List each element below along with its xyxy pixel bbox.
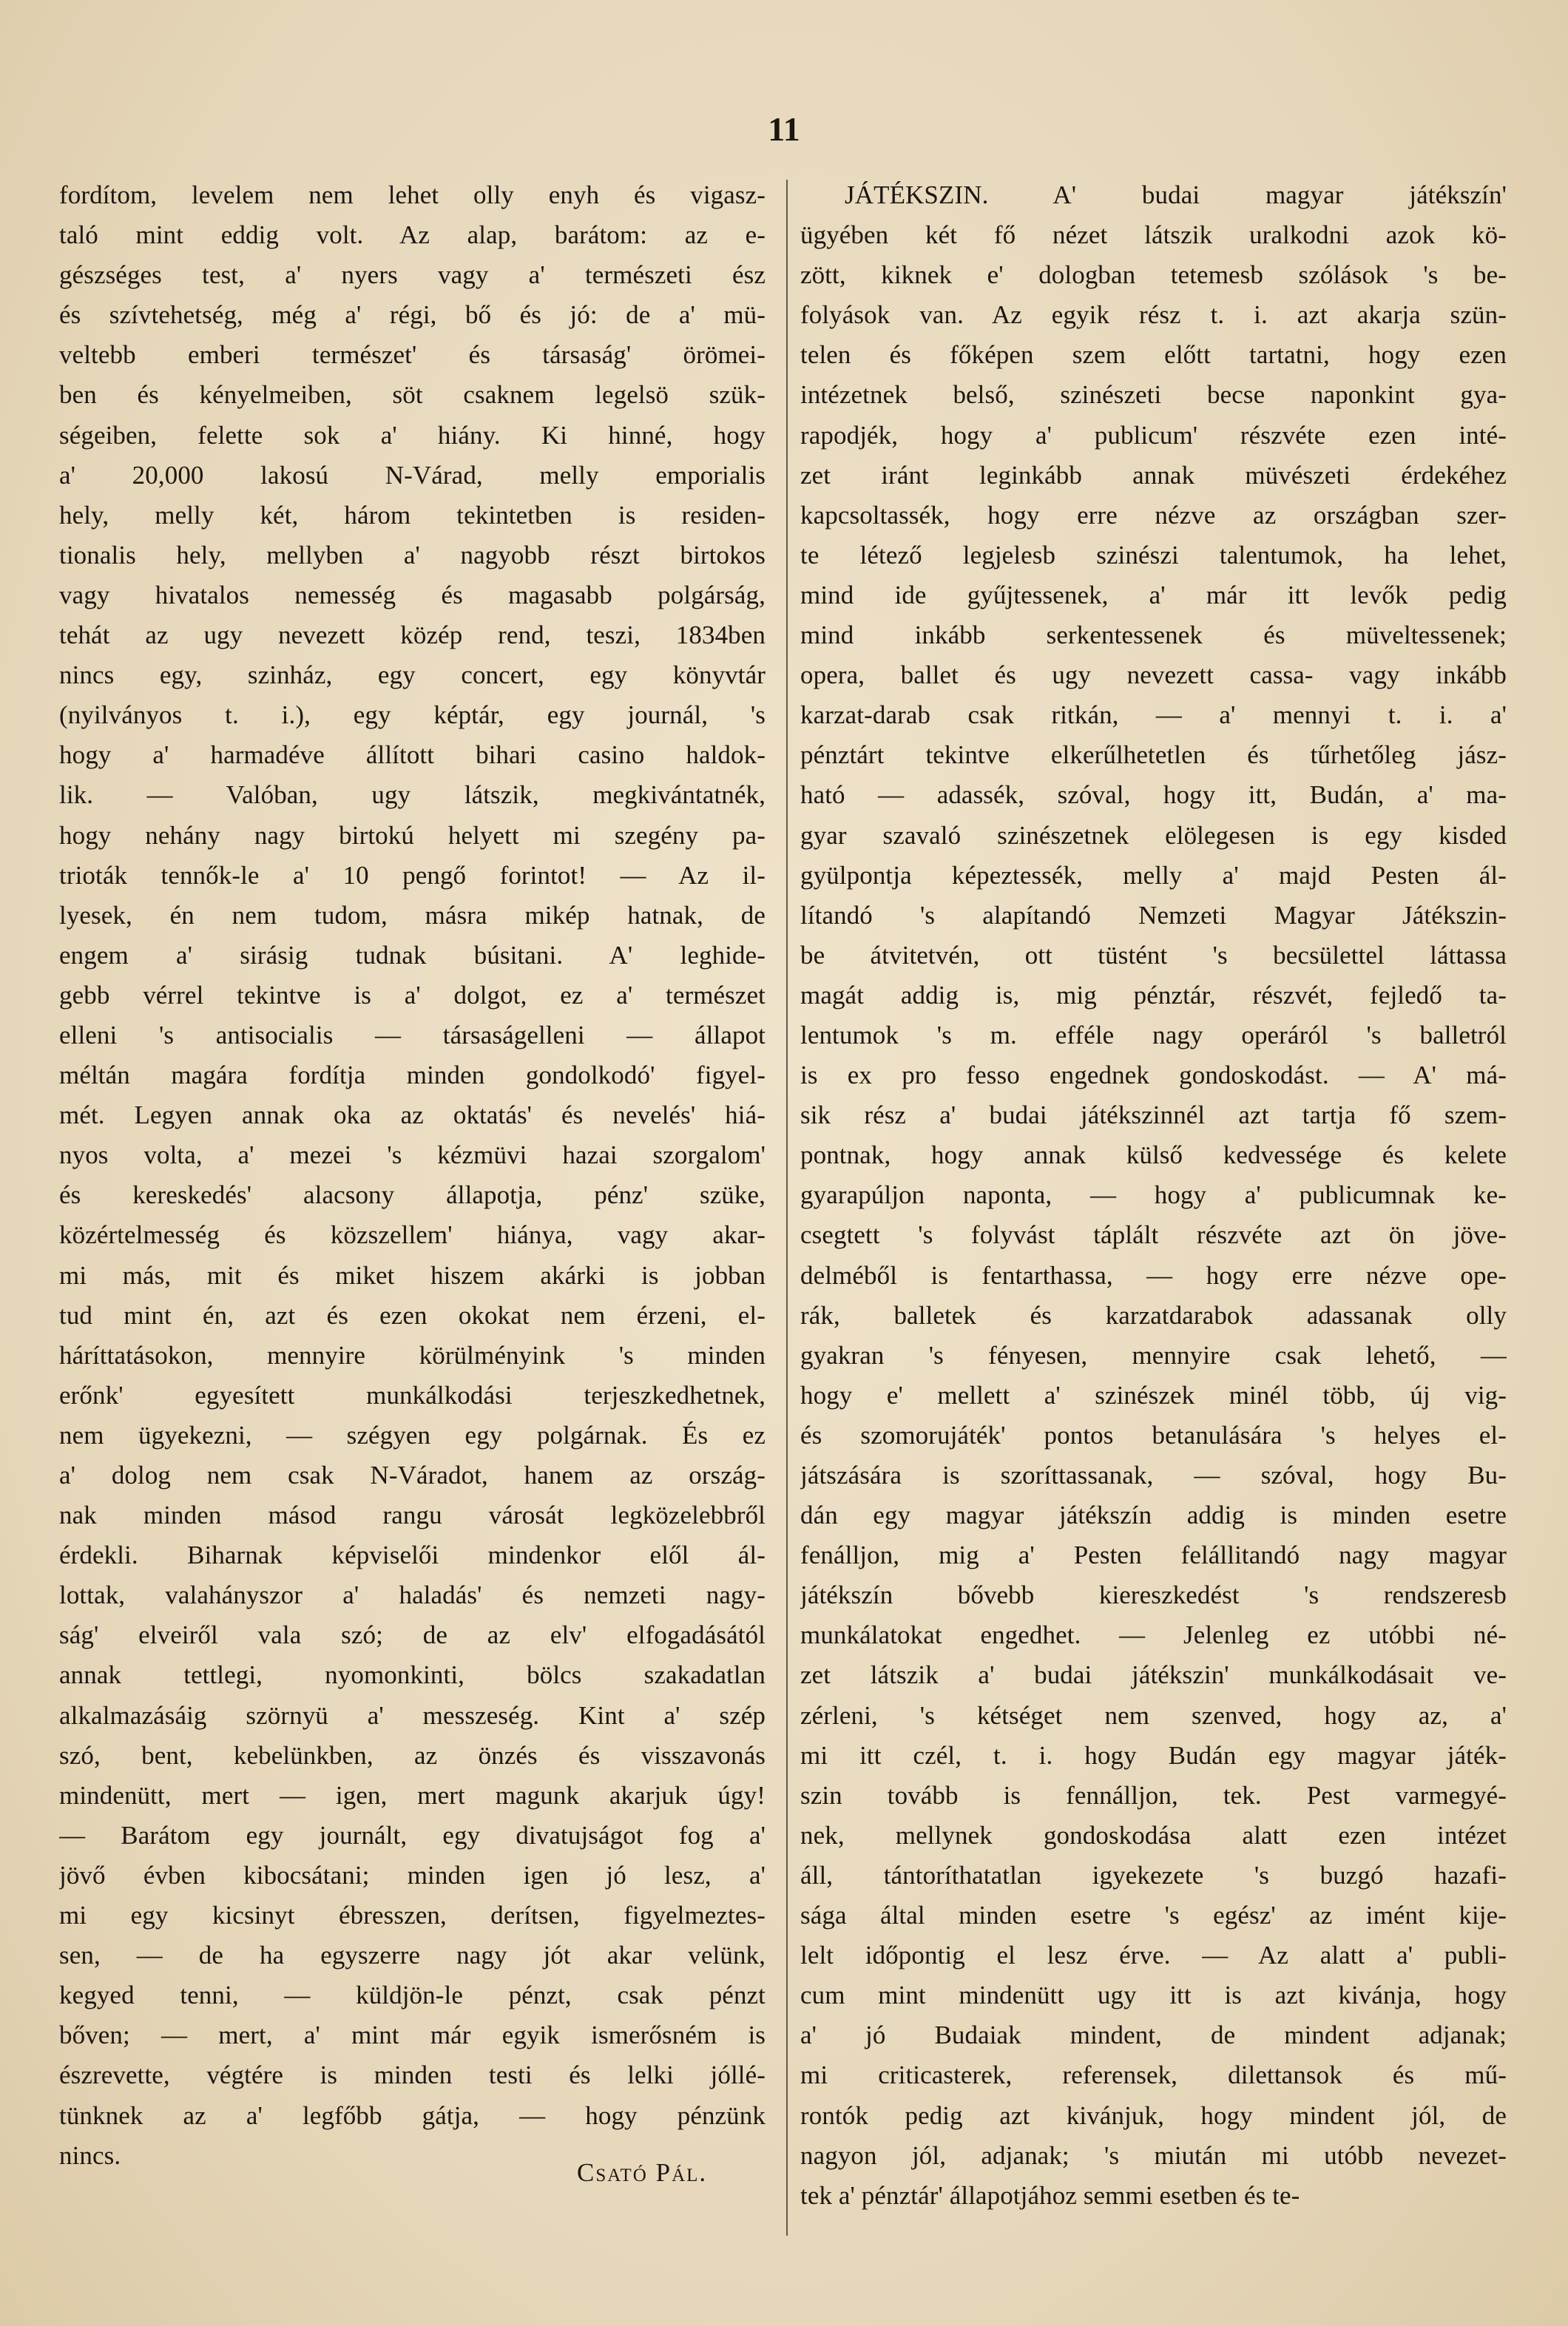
text-line: gészséges test, a' nyers vagy a' természeti ész bbox=[59, 260, 766, 290]
text-line: mind ide gyűjtessenek, a' már itt levők pedig bbox=[800, 580, 1507, 609]
text-line: telen és főképen szem előtt tartatni, hogy ezen bbox=[800, 340, 1507, 370]
text-line: méltán magára fordítja minden gondolkodó' figyel- bbox=[59, 1061, 766, 1090]
text-line: sága által minden esetre 's egész' az imént kije- bbox=[800, 1901, 1507, 1930]
text-line: lelt időpontig el lesz érve. — Az alatt a' publi- bbox=[800, 1941, 1507, 1970]
text-line: és kereskedés' alacsony állapotja, pénz' szüke, bbox=[59, 1180, 766, 1210]
text-line: tionalis hely, mellyben a' nagyobb részt birtokos bbox=[59, 540, 766, 569]
text-line: kegyed tenni, — küldjön-le pénzt, csak pénzt bbox=[59, 1981, 766, 2010]
text-line: elleni 's antisocialis — társaságelleni — állapot bbox=[59, 1020, 766, 1049]
text-line: folyások van. Az egyik rész t. i. azt akarja szün- bbox=[800, 300, 1507, 330]
text-line: fenálljon, mig a' Pesten felállitandó nagy magyar bbox=[800, 1541, 1507, 1570]
text-line: cum mint mindenütt ugy itt is azt kivánja, hogy bbox=[800, 1981, 1507, 2010]
text-line: delméből is fentarthassa, — hogy erre nézve ope- bbox=[800, 1260, 1507, 1290]
text-line: zet látszik a' budai játékszin' munkálkodásait ve- bbox=[800, 1660, 1507, 1690]
text-line: észrevette, végtére is minden testi és lelki jóllé- bbox=[59, 2060, 766, 2090]
text-line: nagyon jól, adjanak; 's miután mi utóbb nevezet- bbox=[800, 2140, 1507, 2170]
text-line: rontók pedig azt kivánjuk, hogy mindent jól, de bbox=[800, 2100, 1507, 2130]
text-line: nincs egy, szinház, egy concert, egy könyvtár bbox=[59, 660, 766, 690]
text-line: JÁTÉKSZIN. A' budai magyar játékszín' bbox=[845, 180, 1507, 209]
text-line: lítandó 's alapítandó Nemzeti Magyar Játékszin- bbox=[800, 900, 1507, 930]
text-line: szin tovább is fennálljon, tek. Pest varmegyé- bbox=[800, 1780, 1507, 1810]
text-line: sen, — de ha egyszerre nagy jót akar velünk, bbox=[59, 1941, 766, 1970]
text-line: tünknek az a' legfőbb gátja, — hogy pénzünk bbox=[59, 2100, 766, 2130]
left-column bbox=[59, 175, 766, 2176]
text-line: hogy e' mellett a' szinészek minél több, új vig- bbox=[800, 1380, 1507, 1410]
author-signature: Csató Pál. bbox=[577, 2158, 708, 2187]
text-line: nek, mellynek gondoskodása alatt ezen intézet bbox=[800, 1820, 1507, 1850]
text-line: pontnak, hogy annak külső kedvessége és kelete bbox=[800, 1140, 1507, 1170]
text-line: sik rész a' budai játékszinnél azt tartja fő szem- bbox=[800, 1101, 1507, 1130]
text-line: gebb vérrel tekintve is a' dolgot, ez a' természet bbox=[59, 980, 766, 1010]
text-line: közértelmesség és közszellem' hiánya, vagy akar- bbox=[59, 1220, 766, 1250]
text-line: nem ügyekezni, — szégyen egy polgárnak. És ez bbox=[59, 1420, 766, 1450]
text-line: nak minden másod rangu városát legközelebbről bbox=[59, 1501, 766, 1530]
text-line: lentumok 's m. efféle nagy operáról 's balletról bbox=[800, 1020, 1507, 1049]
text-line: játszására is szoríttassanak, — szóval, hogy Bu- bbox=[800, 1461, 1507, 1490]
text-line: játékszín bővebb kiereszkedést 's rendszeresb bbox=[800, 1580, 1507, 1610]
text-line: is ex pro fesso engednek gondoskodást. — A' má- bbox=[800, 1061, 1507, 1090]
text-line: zet iránt leginkább annak müvészeti érdekéhez bbox=[800, 460, 1507, 490]
text-line: vagy hivatalos nemesség és magasabb polgárság, bbox=[59, 580, 766, 609]
text-line: dán egy magyar játékszín addig is minden esetre bbox=[800, 1501, 1507, 1530]
text-line: a' jó Budaiak mindent, de mindent adjanak; bbox=[800, 2021, 1507, 2050]
text-line: rapodjék, hogy a' publicum' részvéte ezen inté- bbox=[800, 420, 1507, 450]
text-line: intézetnek belső, szinészeti becse naponkint gya- bbox=[800, 380, 1507, 410]
text-line: csegtett 's folyvást táplált részvéte azt ön jöve- bbox=[800, 1220, 1507, 1250]
text-line: hogy a' harmadéve állított bihari casino haldok- bbox=[59, 740, 766, 770]
text-line: gyakran 's fényesen, mennyire csak lehető, — bbox=[800, 1340, 1507, 1370]
text-line: nyos volta, a' mezei 's kézmüvi hazai szorgalom' bbox=[59, 1140, 766, 1170]
text-line: lik. — Valóban, ugy látszik, megkivántatnék, bbox=[59, 780, 766, 810]
text-line: lottak, valahányszor a' haladás' és nemzeti nagy- bbox=[59, 1580, 766, 1610]
text-line: alkalmazásáig szörnyü a' messzeség. Kint a' szép bbox=[59, 1700, 766, 1730]
text-line: karzat-darab csak ritkán, — a' mennyi t. i. a' bbox=[800, 700, 1507, 730]
text-line: a' 20,000 lakosú N-Várad, melly emporialis bbox=[59, 460, 766, 490]
text-line: tek a' pénztár' állapotjához semmi esetben és te- bbox=[800, 2180, 1300, 2210]
text-line: és szívtehetség, még a' régi, bő és jó: de a' mü- bbox=[59, 300, 766, 330]
text-line: trioták tennők-le a' 10 pengő forintot! — Az il- bbox=[59, 860, 766, 890]
text-line: rák, balletek és karzatdarabok adassanak olly bbox=[800, 1300, 1507, 1330]
text-line: ható — adassék, szóval, hogy itt, Budán, a' ma- bbox=[800, 780, 1507, 810]
text-line: hogy nehány nagy birtokú helyett mi szegény pa- bbox=[59, 820, 766, 850]
text-line: taló mint eddig volt. Az alap, barátom: az e- bbox=[59, 220, 766, 250]
text-line: hely, melly két, három tekintetben is residen- bbox=[59, 500, 766, 530]
text-line: háríttatásokon, mennyire körülményink 's minden bbox=[59, 1340, 766, 1370]
text-line: pénztárt tekintve elkerűlhetetlen és tűrhetőleg jász- bbox=[800, 740, 1507, 770]
text-line: jövő évben kibocsátani; minden igen jó lesz, a' bbox=[59, 1860, 766, 1890]
text-line: te létező legjelesb szinészi talentumok, ha lehet, bbox=[800, 540, 1507, 569]
text-line: tehát az ugy nevezett közép rend, teszi, 1834ben bbox=[59, 621, 766, 650]
text-line: gyar szavaló szinészetnek elölegesen is egy kisded bbox=[800, 820, 1507, 850]
text-line: bőven; — mert, a' mint már egyik ismerősném is bbox=[59, 2021, 766, 2050]
text-line: opera, ballet és ugy nevezett cassa- vagy inkább bbox=[800, 660, 1507, 690]
text-line: nincs. bbox=[59, 2140, 121, 2170]
text-line: annak tettlegi, nyomonkinti, bölcs szakadatlan bbox=[59, 1660, 766, 1690]
text-line: be átvitetvén, ott tüstént 's becsülettel láttassa bbox=[800, 940, 1507, 970]
text-line: mét. Legyen annak oka az oktatás' és nevelés' hiá- bbox=[59, 1101, 766, 1130]
text-line: ben és kényelmeiben, söt csaknem legelsö szük- bbox=[59, 380, 766, 410]
text-line: mi criticasterek, referensek, dilettansok és mű- bbox=[800, 2060, 1507, 2090]
text-line: gyülpontja képeztessék, melly a' majd Pesten ál- bbox=[800, 860, 1507, 890]
text-line: magát addig is, mig pénztár, részvét, fejledő ta- bbox=[800, 980, 1507, 1010]
column-divider bbox=[786, 180, 788, 2236]
text-line: veltebb emberi természet' és társaság' örömei- bbox=[59, 340, 766, 370]
text-line: ság' elveiről vala szó; de az elv' elfogadásától bbox=[59, 1620, 766, 1650]
text-line: áll, tántoríthatatlan igyekezete 's buzgó hazafi- bbox=[800, 1860, 1507, 1890]
text-line: zérleni, 's kétséget nem szenved, hogy az, a' bbox=[800, 1700, 1507, 1730]
text-line: gyarapúljon naponta, — hogy a' publicumnak ke- bbox=[800, 1180, 1507, 1210]
page-number: 11 bbox=[768, 110, 800, 148]
text-line: ügyében két fő nézet látszik uralkodni azok kö- bbox=[800, 220, 1507, 250]
text-line: mindenütt, mert — igen, mert magunk akarjuk úgy! bbox=[59, 1780, 766, 1810]
text-line: zött, kiknek e' dologban tetemesb szólások 's be- bbox=[800, 260, 1507, 290]
text-line: mi egy kicsinyt ébresszen, derítsen, figyelmeztes- bbox=[59, 1901, 766, 1930]
text-line: — Barátom egy journált, egy divatujságot fog a' bbox=[59, 1820, 766, 1850]
text-line: kapcsoltassék, hogy erre nézve az országban szer- bbox=[800, 500, 1507, 530]
text-line: engem a' sirásig tudnak búsitani. A' leghide- bbox=[59, 940, 766, 970]
right-column bbox=[800, 175, 1507, 2216]
text-line: lyesek, én nem tudom, másra mikép hatnak, de bbox=[59, 900, 766, 930]
text-line: ségeiben, felette sok a' hiány. Ki hinné, hogy bbox=[59, 420, 766, 450]
text-line: a' dolog nem csak N-Váradot, hanem az ország- bbox=[59, 1461, 766, 1490]
text-line: (nyilványos t. i.), egy képtár, egy journál, 's bbox=[59, 700, 766, 730]
text-line: mind inkább serkentessenek és müveltessenek; bbox=[800, 621, 1507, 650]
text-line: munkálatokat engedhet. — Jelenleg ez utóbbi né- bbox=[800, 1620, 1507, 1650]
text-line: szó, bent, kebelünkben, az önzés és visszavonás bbox=[59, 1740, 766, 1770]
text-line: tud mint én, azt és ezen okokat nem érzeni, el- bbox=[59, 1300, 766, 1330]
text-line: erőnk' egyesített munkálkodási terjeszkedhetnek, bbox=[59, 1380, 766, 1410]
text-line: mi más, mit és miket hiszem akárki is jobban bbox=[59, 1260, 766, 1290]
text-line: fordítom, levelem nem lehet olly enyh és vigasz- bbox=[59, 180, 766, 209]
text-line: és szomorujáték' pontos betanulására 's helyes el- bbox=[800, 1420, 1507, 1450]
text-line: érdekli. Biharnak képviselői mindenkor elől ál- bbox=[59, 1541, 766, 1570]
text-line: mi itt czél, t. i. hogy Budán egy magyar játék- bbox=[800, 1740, 1507, 1770]
